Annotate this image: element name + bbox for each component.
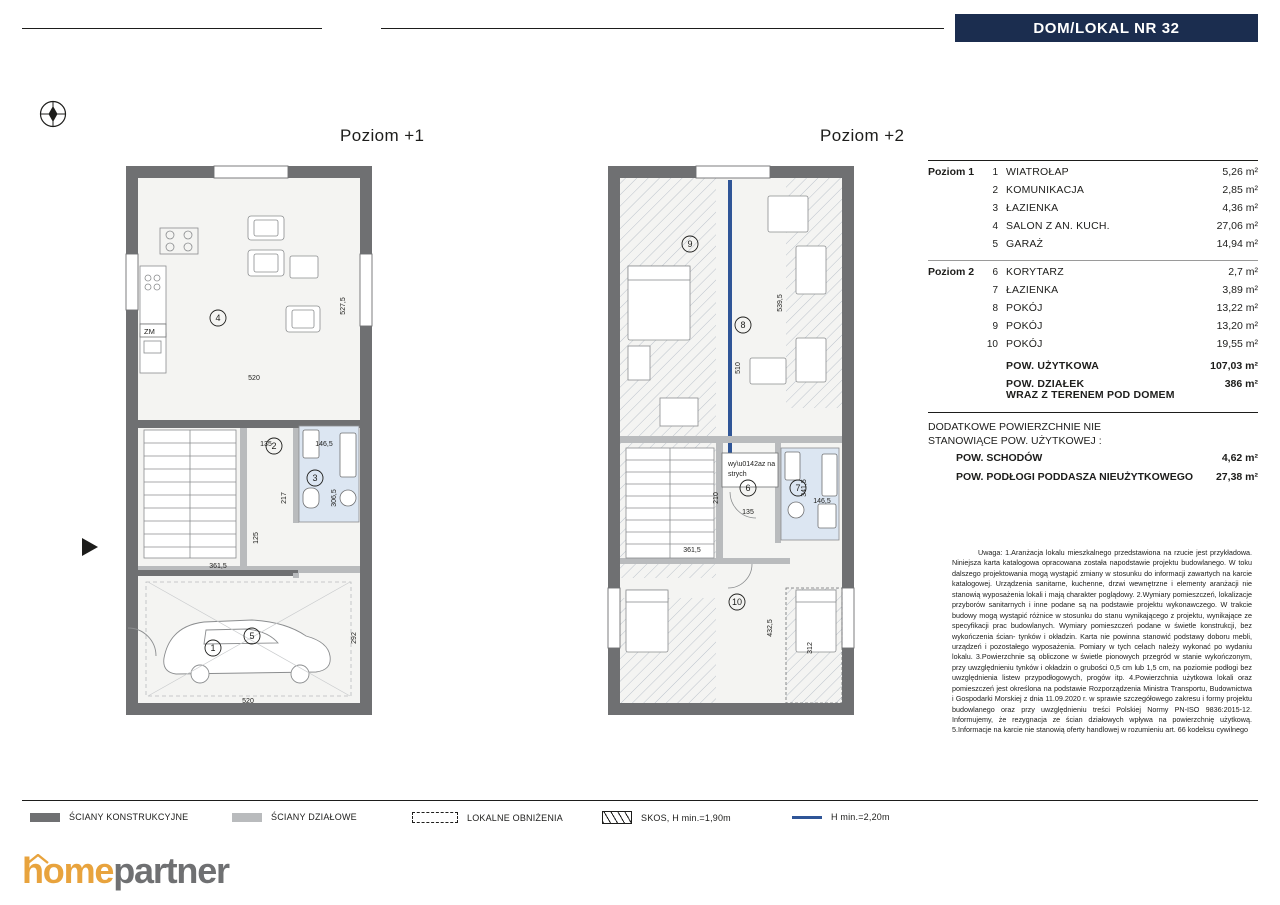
level-1-title: Poziom +1	[340, 126, 425, 145]
svg-text:135: 135	[742, 509, 754, 516]
extra-areas-title	[928, 413, 1258, 452]
schedule-row	[928, 184, 1258, 202]
legend-label-1: ŚCIANY DZIAŁOWE	[271, 812, 357, 822]
schedule-room-name: KORYTARZ	[1006, 266, 1064, 278]
schedule-group-level-1	[928, 161, 1258, 260]
extra-area-label: POW. PODŁOGI PODDASZA NIEUŻYTKOWEGO	[956, 471, 1194, 484]
structural-wall-swatch	[30, 813, 60, 822]
schedule-row	[928, 266, 1258, 284]
plot-area-subnote: WRAZ Z TERENEM POD DOMEM	[1006, 389, 1175, 401]
top-rule-left	[22, 28, 322, 29]
legend-item-slope	[602, 811, 731, 824]
legal-note-text: Uwaga: 1.Aranżacja lokalu mieszkalnego przedstawiona na rzucie jest przykładowa. Niniejsza karta katalogowa opracowana została napodstawie projektu budowlanego. W toku dalszego projektowania mogą wystąpić zmiany w stosunku do informacji zawartych na karcie katalogowej. Urządzenia sanitarne, kuchenne, drzwi wewnętrzne i elementy aranżacji nie stanowią wyposażenia lokali i mają charakter poglądowy. 2.Wymiary pomieszczeń, lokalizacje przyborów sanitarnych i inne podane są na podstawie projektu wykonawczego. W trakcie budowy mogą wystąpić różnice w stosunku do stanu wynikającego z projektu, wynikające ze specyfikacji prac budowlanych. Wymiary pomieszczeń podane w świetle konstrukcji, bez wykończenia ścian- tynków i okładzin. Karta nie powinna stanowić podstawy doboru mebli, urządzeń i pozostałego wyposażenia. Pomiary w tych celach należy wykonać po wydaniu lokalu. 3.Powierzchnie są obliczone w świetle pionowych przegród w stanie wykończonym, przy uwzględnieniu tynków i okładzin o grubości 0,5 cm lub 1,5 cm, na poziomie podłogi bez uwzględnienia listew przypodłogowych, progów itp. 4.Powierzchnia użytkowa lokali oraz pomieszczeń jest określona na podstawie Rozporządzenia Ministra Transportu, Budownictwa i Gospodarki Morskiej z dnia 11.09.2020 r. w sprawie szczegółowego zakresu i formy projektu budowlanego oraz przy uwzględnieniu treści Polskiej Normy PN-ISO 9836:2015-12. Informujemy, że rezygnacja ze ścian działowych wpływa na powierzchnię użytkową. 5.Informacje na karcie nie stanowią oferty handlowej w rozumieniu art. 66 kodeksu cywilnego	[952, 548, 1252, 735]
schedule-room-area: 3,89 m²	[1222, 284, 1258, 296]
schedule-row	[928, 238, 1258, 256]
plot-area-subnote-row	[928, 389, 1258, 406]
legend-label-2: LOKALNE OBNIŻENIA	[467, 812, 563, 823]
schedule-room-number: 9	[992, 321, 998, 332]
svg-text:341,5: 341,5	[801, 479, 808, 497]
svg-text:510: 510	[735, 362, 742, 374]
schedule-room-area: 4,36 m²	[1222, 202, 1258, 214]
svg-text:2: 2	[271, 441, 277, 451]
schedule-room-number: 1	[992, 167, 998, 178]
slope-swatch	[602, 811, 632, 824]
brand-logo	[22, 852, 229, 890]
schedule-row	[928, 220, 1258, 238]
legend-item-structural-walls	[30, 812, 188, 822]
legend-item-min-height	[792, 812, 890, 822]
svg-text:520: 520	[248, 375, 260, 382]
svg-text:ZM: ZM	[144, 327, 155, 336]
extra-area-value: 27,38 m²	[1215, 471, 1258, 484]
schedule-row	[928, 320, 1258, 338]
svg-text:361,5: 361,5	[683, 547, 701, 554]
extra-areas-title-line: DODATKOWE POWIERZCHNIE NIE	[928, 421, 1102, 433]
schedule-room-name: ŁAZIENKA	[1006, 202, 1059, 214]
svg-text:361,5: 361,5	[209, 563, 227, 570]
schedule-room-area: 27,06 m²	[1216, 220, 1258, 232]
schedule-room-area: 2,7 m²	[1228, 266, 1258, 278]
svg-text:3: 3	[312, 473, 318, 483]
extra-areas-title-line: STANOWIĄCE POW. UŻYTKOWEJ :	[928, 435, 1102, 448]
schedule-row	[928, 338, 1258, 356]
svg-text:146,5: 146,5	[813, 498, 831, 505]
legend	[22, 812, 1258, 834]
schedule-room-area: 2,85 m²	[1222, 184, 1258, 196]
top-rule-right	[381, 28, 944, 29]
house-roof-icon	[27, 854, 49, 868]
svg-text:135: 135	[260, 441, 272, 448]
schedule-room-name: GARAŻ	[1006, 238, 1044, 250]
schedule-room-name: SALON Z AN. KUCH.	[1006, 220, 1110, 232]
min-height-swatch	[792, 816, 822, 819]
svg-text:210: 210	[713, 492, 720, 504]
svg-text:527,5: 527,5	[340, 297, 347, 315]
svg-text:strych: strych	[728, 471, 747, 478]
schedule-room-name: ŁAZIENKA	[1006, 284, 1059, 296]
level-2-title: Poziom +2	[820, 126, 905, 145]
schedule-room-name: POKÓJ	[1006, 302, 1043, 314]
legend-item-partition-walls	[232, 812, 357, 822]
svg-text:539,5: 539,5	[777, 294, 784, 312]
area-schedule	[928, 160, 1258, 491]
svg-text:5: 5	[249, 631, 255, 641]
svg-text:8: 8	[740, 320, 746, 330]
svg-text:432,5: 432,5	[767, 619, 774, 637]
schedule-room-name: WIATROŁAP	[1006, 166, 1069, 178]
schedule-level-label: Poziom 1	[928, 166, 975, 178]
extra-area-row	[928, 471, 1258, 484]
legend-label-3: SKOS, H min.=1,90m	[641, 812, 731, 823]
logo-text-partner: partner	[113, 850, 229, 891]
total-usable-area-label: POW. UŻYTKOWA	[1006, 360, 1100, 372]
partition-wall-swatch	[232, 813, 262, 822]
svg-text:520: 520	[242, 698, 254, 705]
schedule-room-name: POKÓJ	[1006, 320, 1043, 332]
extra-area-label: POW. SCHODÓW	[956, 452, 1043, 465]
extra-area-value: 4,62 m²	[1221, 452, 1258, 465]
svg-text:9: 9	[687, 239, 693, 249]
schedule-level-label: Poziom 2	[928, 266, 975, 278]
plot-area-label: POW. DZIAŁEK	[1006, 378, 1085, 390]
legend-label-0: ŚCIANY KONSTRUKCYJNE	[69, 812, 189, 822]
svg-text:217: 217	[281, 492, 288, 504]
schedule-room-number: 3	[992, 203, 998, 214]
schedule-room-area: 13,22 m²	[1216, 302, 1258, 314]
page-title: DOM/LOKAL NR 32	[955, 14, 1258, 42]
total-usable-area-row	[928, 360, 1258, 378]
schedule-room-area: 5,26 m²	[1222, 166, 1258, 178]
svg-text:1: 1	[210, 643, 216, 653]
svg-text:125: 125	[253, 532, 260, 544]
schedule-room-number: 5	[992, 239, 998, 250]
floor-plan-level-1	[118, 158, 380, 723]
schedule-group-level-2	[928, 261, 1258, 360]
svg-text:4: 4	[215, 313, 221, 323]
schedule-row	[928, 166, 1258, 184]
svg-text:306,5: 306,5	[331, 489, 338, 507]
total-usable-area-value: 107,03 m²	[1210, 360, 1258, 372]
compass-icon	[36, 97, 70, 131]
schedule-room-area: 14,94 m²	[1216, 238, 1258, 250]
schedule-row	[928, 284, 1258, 302]
legal-note	[952, 548, 1252, 736]
entrance-arrow-icon	[80, 536, 104, 560]
schedule-room-number: 7	[992, 285, 998, 296]
svg-text:7: 7	[795, 483, 801, 493]
schedule-room-number: 6	[992, 267, 998, 278]
svg-text:wy\u0142az na: wy\u0142az na	[728, 461, 776, 468]
legend-rule	[22, 800, 1258, 801]
schedule-room-name: POKÓJ	[1006, 338, 1043, 350]
svg-text:146,5: 146,5	[315, 441, 333, 448]
schedule-room-number: 10	[986, 339, 998, 350]
svg-text:292: 292	[351, 632, 358, 644]
schedule-row	[928, 302, 1258, 320]
extra-area-row	[928, 452, 1258, 465]
svg-text:312: 312	[807, 642, 814, 654]
floor-plan-level-2	[600, 158, 862, 723]
schedule-room-area: 13,20 m²	[1216, 320, 1258, 332]
schedule-room-name: KOMUNIKACJA	[1006, 184, 1085, 196]
extra-areas-list	[928, 452, 1258, 484]
logo-text-home: home	[22, 850, 114, 891]
svg-text:6: 6	[745, 483, 751, 493]
schedule-room-area: 19,55 m²	[1216, 338, 1258, 350]
legend-item-local-lowering	[412, 812, 563, 823]
schedule-room-number: 8	[992, 303, 998, 314]
svg-text:10: 10	[731, 597, 743, 607]
legend-label-4: H min.=2,20m	[831, 812, 890, 822]
schedule-room-number: 4	[992, 221, 998, 232]
plot-area-value: 386 m²	[1224, 378, 1258, 390]
schedule-room-number: 2	[992, 185, 998, 196]
schedule-row	[928, 202, 1258, 220]
local-lowering-swatch	[412, 812, 458, 823]
